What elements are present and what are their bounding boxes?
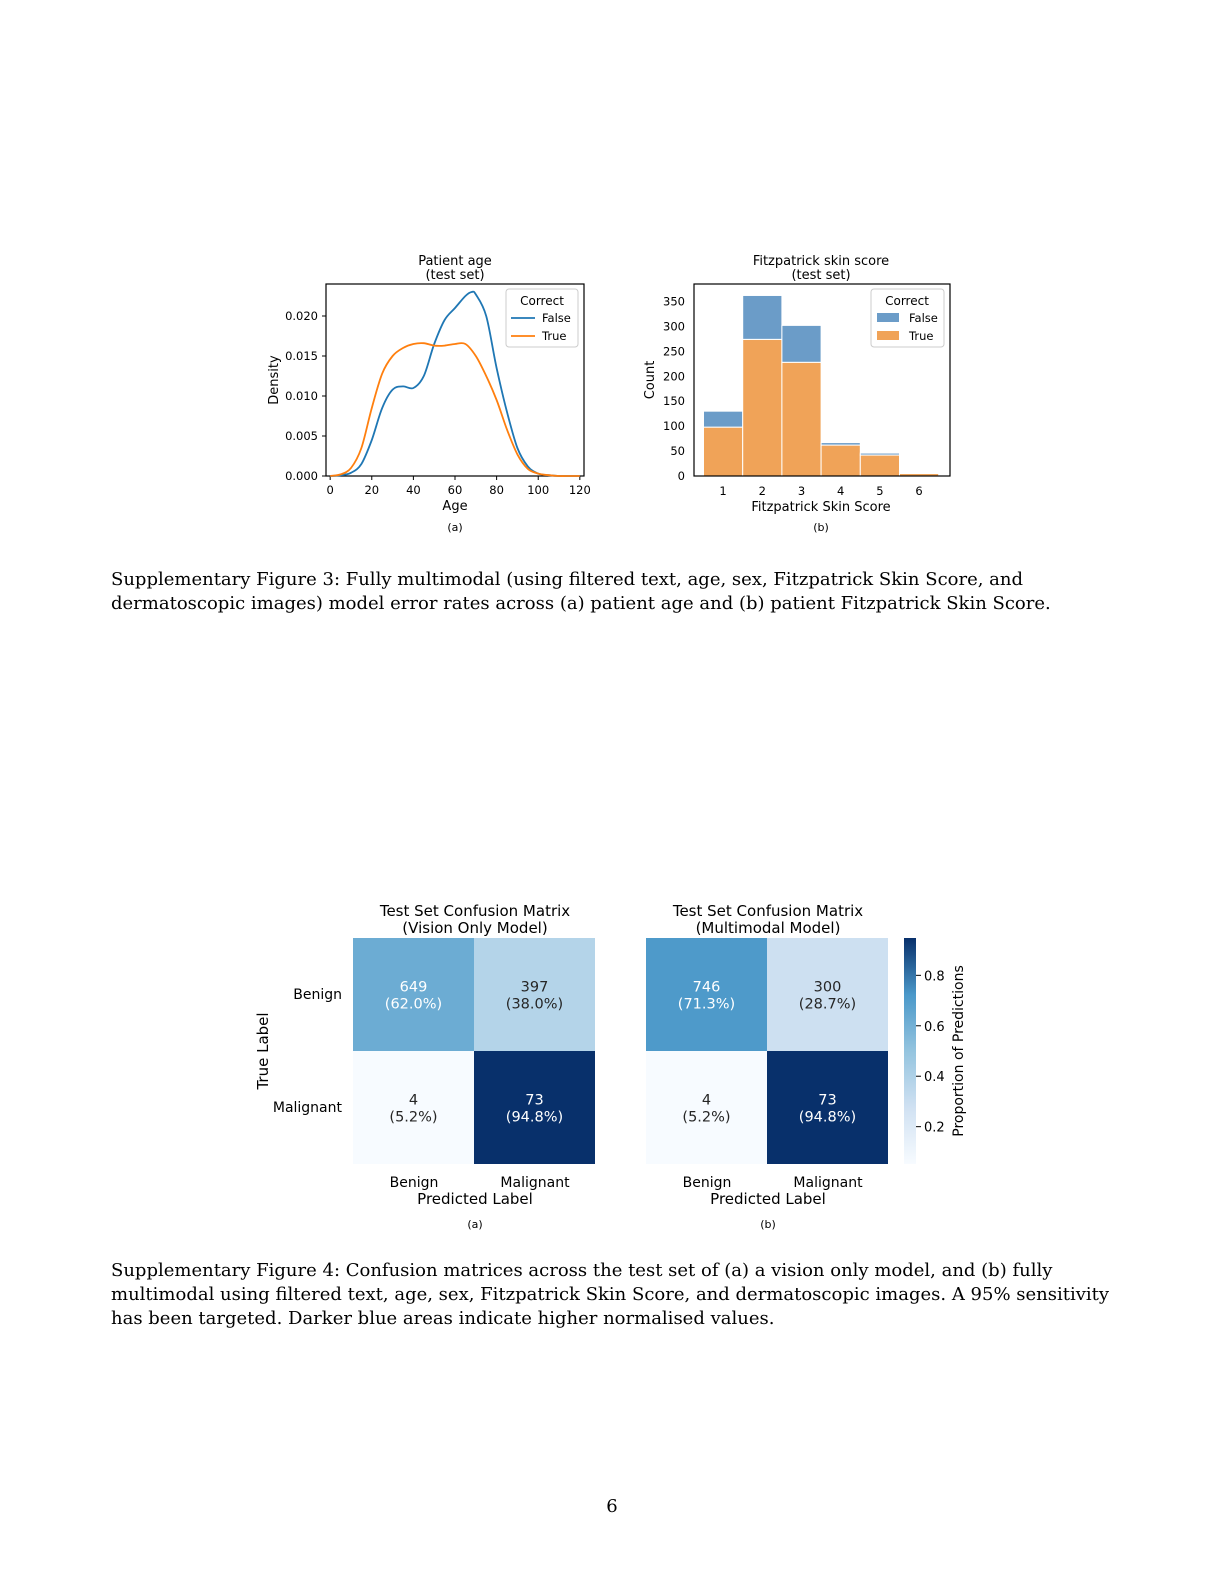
fig3b-legend-false-swatch — [877, 313, 899, 322]
fig4a-ylabel: True Label — [254, 1012, 272, 1090]
fig3b-bar-false-2 — [743, 295, 782, 339]
fig4a-cell-percent: (5.2%) — [389, 1109, 438, 1126]
fig3b-subtitle: (test set) — [791, 268, 851, 283]
fig3a-legend-false-label: False — [542, 311, 571, 325]
fig3b-ytick-label: 0 — [677, 469, 685, 483]
fig4a-cell-count: 649 — [399, 979, 428, 996]
fig4b-xtick-benign: Benign — [682, 1175, 732, 1191]
figure3-caption: Supplementary Figure 3: Fully multimodal (using filtered text, age, sex, Fitzpatrick Skin Score, and dermatoscopic images) model error rates across (a) patient age and (b) patient Fitzpatrick Skin Score. — [111, 569, 1051, 614]
fig3a-legend — [506, 289, 578, 347]
fig3b-xtick-label: 4 — [837, 484, 845, 498]
fig4-colorbar-tick-label: 0.8 — [924, 969, 945, 985]
fig4-colorbar-tick-label: 0.4 — [924, 1070, 945, 1086]
fig3b-bar-true-4 — [821, 445, 860, 476]
fig4a-title: Test Set Confusion Matrix — [379, 902, 571, 920]
fig4b-title: Test Set Confusion Matrix — [672, 902, 864, 920]
fig3a-legend-title: Correct — [520, 294, 564, 308]
fig3b-ytick-label: 350 — [663, 294, 685, 309]
fig3a-ytick-label: 0.020 — [285, 309, 318, 323]
fig3a-title: Patient age — [418, 254, 492, 269]
fig4a-xtick-benign: Benign — [389, 1175, 439, 1191]
fig4a-ytick-benign: Benign — [293, 987, 342, 1003]
fig4b-xlabel: Predicted Label — [710, 1190, 826, 1208]
fig4b-cell-percent: (28.7%) — [798, 996, 857, 1013]
fig3a-xtick-label: 100 — [527, 483, 550, 497]
fig3b-bar-true-3 — [782, 362, 821, 476]
fig4b-cell-percent: (71.3%) — [677, 996, 736, 1013]
fig3b-ytick-label: 250 — [663, 344, 685, 359]
fig3a-xtick-label: 80 — [489, 483, 504, 497]
fig3a-xtick-label: 120 — [568, 483, 591, 497]
fig3b-ytick-label: 100 — [663, 419, 685, 434]
figure3a-density-chart — [250, 248, 610, 538]
fig4b-cell-count: 300 — [813, 979, 842, 996]
figure4-confusion-matrices — [240, 895, 980, 1240]
fig4a-cell-percent: (94.8%) — [505, 1109, 564, 1126]
fig3b-bar-true-5 — [860, 455, 899, 476]
fig3a-xtick-label: 40 — [406, 483, 421, 497]
fig4b-cell-count: 73 — [818, 1092, 837, 1109]
fig3a-legend-true-label: True — [542, 329, 567, 343]
fig3a-ytick-label: 0.005 — [285, 429, 318, 443]
figure4-caption: Supplementary Figure 4: Confusion matrices across the test set of (a) a vision only model, and (b) fully multimodal using filtered text, age, sex, Fitzpatrick Skin Score, and dermatoscopic images. A 95% sensitivity has been targeted. Darker blue areas indicate higher normalised values. — [111, 1260, 1110, 1329]
fig3a-ylabel: Density — [267, 355, 282, 405]
fig3b-xtick-label: 3 — [797, 484, 806, 498]
fig4a-subtitle: (Vision Only Model) — [402, 919, 548, 937]
fig3b-ytick-label: 150 — [663, 394, 685, 409]
fig3b-ytick-label: 50 — [670, 444, 685, 459]
fig4b-subtitle: (Multimodal Model) — [695, 919, 841, 937]
fig4b-cell-count: 4 — [701, 1092, 712, 1109]
fig3a-ytick-label: 0.015 — [285, 349, 318, 363]
fig3b-bar-false-4 — [821, 443, 860, 445]
fig3a-xlabel: Age — [442, 499, 468, 514]
fig4-colorbar-label: Proportion of Predictions — [951, 965, 967, 1137]
fig3a-xtick-label: 0 — [326, 483, 334, 497]
fig3b-bar-true-2 — [743, 339, 782, 476]
fig4a-ytick-malignant: Malignant — [272, 1100, 342, 1116]
page-number: 6 — [606, 1496, 618, 1517]
fig4b-cell-count: 746 — [692, 979, 721, 996]
fig4a-cell-percent: (38.0%) — [505, 996, 564, 1013]
fig3b-legend-true-label: True — [909, 329, 934, 343]
fig4a-xlabel: Predicted Label — [417, 1190, 533, 1208]
fig3b-bar-false-1 — [704, 411, 743, 427]
fig4-colorbar — [904, 938, 916, 1164]
fig3b-xtick-label: 6 — [915, 484, 923, 498]
fig3a-ytick-label: 0.010 — [285, 389, 318, 403]
fig3b-legend-true-swatch — [877, 331, 899, 340]
fig4b-cell-percent: (94.8%) — [798, 1109, 857, 1126]
fig3b-xlabel: Fitzpatrick Skin Score — [751, 500, 891, 515]
fig3b-title: Fitzpatrick skin score — [752, 254, 890, 269]
fig3b-xtick-label: 2 — [758, 484, 766, 498]
fig3b-bar-false-5 — [860, 453, 899, 455]
figure3b-bar-chart — [630, 248, 960, 538]
fig3b-xtick-label: 1 — [719, 484, 727, 498]
fig4a-cell-count: 4 — [408, 1092, 419, 1109]
fig3b-ytick-label: 300 — [663, 319, 685, 334]
fig3a-xtick-label: 20 — [364, 483, 380, 497]
fig4a-panel-label: (a) — [467, 1218, 483, 1231]
fig4a-cell-count: 397 — [520, 979, 549, 996]
fig3b-panel-label: (b) — [813, 521, 829, 534]
fig3b-bar-true-1 — [704, 427, 743, 476]
fig4-colorbar-tick-label: 0.2 — [924, 1120, 945, 1136]
fig4a-cell-count: 73 — [525, 1092, 544, 1109]
fig4b-cell-percent: (5.2%) — [682, 1109, 731, 1126]
fig3b-xtick-label: 5 — [876, 484, 884, 498]
fig4b-xtick-malignant: Malignant — [793, 1175, 863, 1191]
fig3b-legend-false-label: False — [909, 311, 938, 325]
fig4a-xtick-malignant: Malignant — [500, 1175, 570, 1191]
fig3b-bar-false-3 — [782, 325, 821, 362]
fig3a-xtick-label: 60 — [447, 483, 463, 497]
fig4-colorbar-tick-label: 0.6 — [924, 1019, 945, 1035]
fig3b-ylabel: Count — [643, 360, 658, 400]
fig3a-ytick-label: 0.000 — [285, 469, 318, 483]
fig4b-panel-label: (b) — [760, 1218, 776, 1231]
fig4a-cell-percent: (62.0%) — [384, 996, 443, 1013]
fig3a-series-true-line — [330, 343, 580, 476]
fig3b-ytick-label: 200 — [663, 369, 685, 384]
fig3a-subtitle: (test set) — [425, 268, 485, 283]
fig3a-panel-label: (a) — [447, 521, 463, 534]
fig3b-legend-title: Correct — [885, 294, 929, 308]
fig3b-legend — [871, 289, 944, 347]
